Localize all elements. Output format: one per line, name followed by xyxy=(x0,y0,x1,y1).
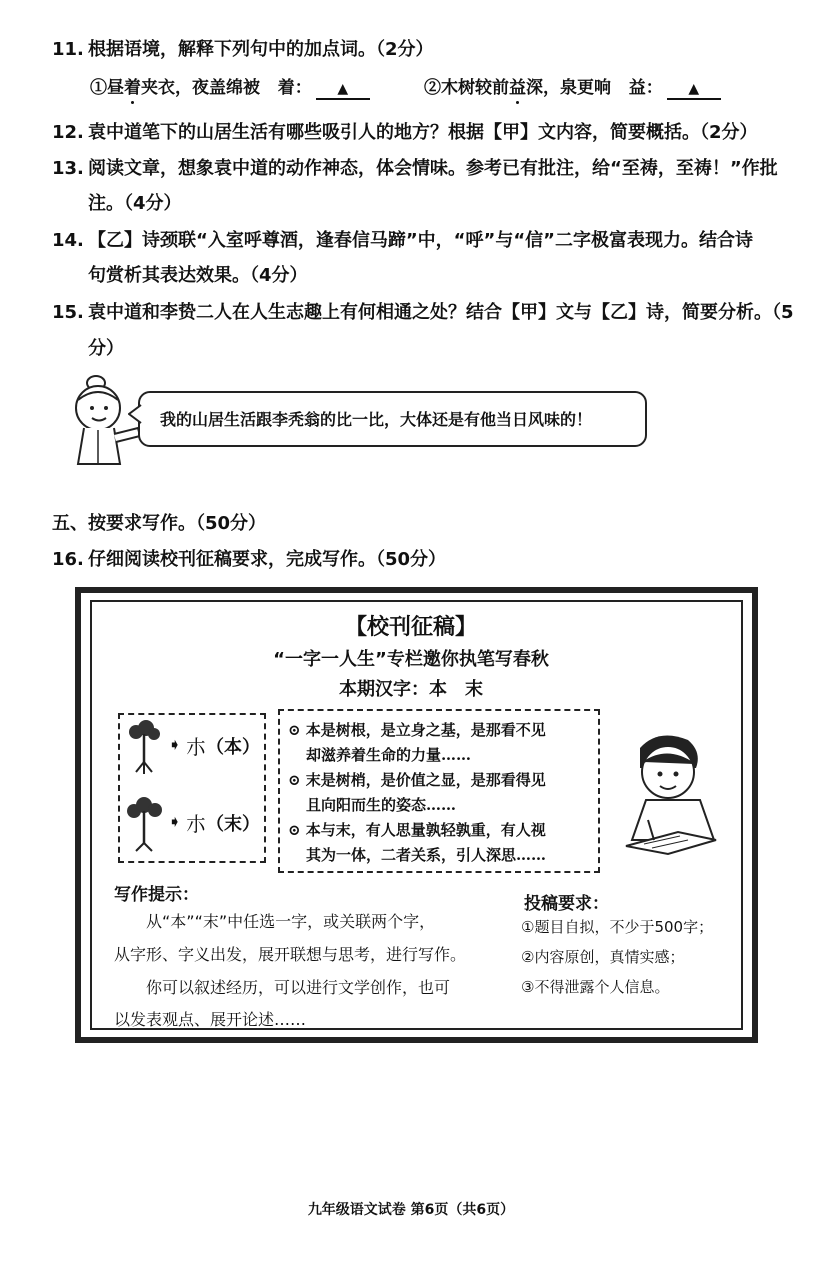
question-14: 14. 【乙】诗颈联“入室呼尊酒，逢春信马蹄”中，“呼”与“信”二字极富表现力。结合诗 xyxy=(52,230,753,251)
question-15: 15. 袁中道和李贽二人在人生志趣上有何相通之处？结合【甲】文与【乙】诗，简要分析。（5 xyxy=(52,302,794,323)
bullet-ben-cont: 却滋养着生命的力量…… xyxy=(306,746,472,764)
question-12: 12. 袁中道笔下的山居生活有哪些吸引人的地方？根据【甲】文内容，简要概括。（2分） xyxy=(52,122,758,143)
speech-bubble xyxy=(138,391,647,447)
hint-line: 从字形、字义出发，展开联想与思考，进行写作。 xyxy=(114,945,467,964)
question-13: 13. 阅读文章，想象袁中道的动作神态，体会情味。参考已有批注，给“至祷，至祷！”作批 xyxy=(52,158,778,179)
poster-title: 【校刊征稿】 xyxy=(344,615,477,640)
char-label-mo: （末） xyxy=(206,814,260,835)
page-footer: 九年级语文试卷 第6页（共6页） xyxy=(307,1202,515,1218)
question-15-cont: 分） xyxy=(88,338,124,359)
question-14-cont: 句赏析其表达效果。（4分） xyxy=(88,265,308,286)
requirement-item: ①题目自拟，不少于500字； xyxy=(521,918,714,936)
hint-line: 以发表观点、展开论述…… xyxy=(114,1010,307,1029)
bullet-mo-cont: 且向阳而生的姿态…… xyxy=(306,796,457,814)
hint-title: 写作提示： xyxy=(114,885,199,905)
question-11: 11. 根据语境，解释下列句中的加点词。（2分） xyxy=(52,39,434,60)
q11-item-1: ①昼着夹衣，夜盖绵被 着： ▲ xyxy=(90,76,370,100)
poster-chars: 本期汉字：本 末 xyxy=(339,679,483,700)
poster-subtitle: “一字一人生”专栏邀你执笔写春秋 xyxy=(273,649,549,670)
bubble-tail xyxy=(128,404,142,424)
bullet-mo: ⊙ 末是树梢，是价值之显，是那看得见 xyxy=(288,771,546,789)
arrow-icon: ➧ xyxy=(168,735,182,754)
bullet-relation: ⊙ 本与末，有人思量孰轻孰重，有人视 xyxy=(288,821,546,839)
char-label-ben: （本） xyxy=(206,737,260,758)
ancient-char-ben: 朩 xyxy=(186,735,206,759)
section-5-heading: 五、按要求写作。（50分） xyxy=(52,513,267,534)
arrow-icon: ➧ xyxy=(168,812,182,831)
bullet-ben: ⊙ 本是树根，是立身之基，是那看不见 xyxy=(288,721,546,739)
tree-top-icon xyxy=(124,795,164,853)
requirements-title: 投稿要求： xyxy=(524,894,609,914)
bullet-relation-cont: 其为一体，二者关系，引人深思…… xyxy=(306,846,547,864)
answer-blank[interactable]: ▲ xyxy=(316,80,370,100)
hint-line: 从“本”“末”中任选一字，或关联两个字， xyxy=(146,912,436,931)
ancient-char-mo: 朩 xyxy=(186,812,206,836)
writing-boy-illustration xyxy=(618,728,728,858)
question-13-cont: 注。（4分） xyxy=(88,193,182,214)
hint-line: 你可以叙述经历，可以进行文学创作，也可 xyxy=(146,978,451,997)
answer-blank[interactable]: ▲ xyxy=(667,80,721,100)
requirement-item: ②内容原创，真情实感； xyxy=(521,948,685,966)
requirement-item: ③不得泄露个人信息。 xyxy=(521,978,670,996)
tree-root-icon xyxy=(124,718,164,776)
q11-item-2: ②木树较前益深，泉更响 益： ▲ xyxy=(424,76,721,100)
bubble-text: 我的山居生活跟李秃翁的比一比，大体还是有他当日风味的！ xyxy=(160,410,593,429)
question-16: 16. 仔细阅读校刊征稿要求，完成写作。（50分） xyxy=(52,549,447,570)
